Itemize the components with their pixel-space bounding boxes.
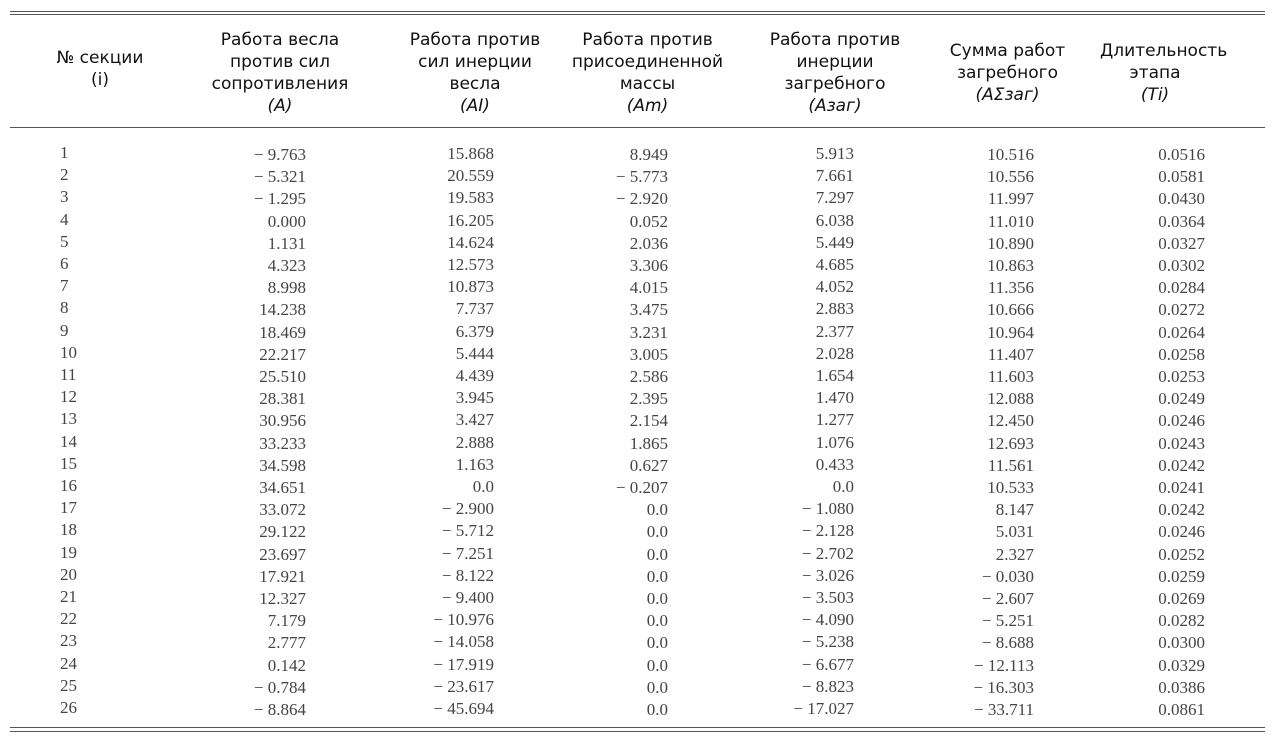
table-cell: 0.0581	[1158, 167, 1205, 187]
row-number: 23	[60, 631, 77, 651]
row-number: 3	[60, 187, 69, 207]
table-cell: 0.0284	[1158, 278, 1205, 298]
column-header-line: Работа против	[409, 30, 541, 50]
table-cell: 3.306	[629, 256, 668, 275]
column-header-line: сопротивления	[211, 74, 349, 94]
table-cell: 4.015	[629, 278, 668, 298]
row-number: 16	[60, 476, 77, 495]
row-number: 7	[60, 276, 69, 296]
table-cell: 0.0	[832, 477, 854, 496]
table-cell: 5.449	[815, 232, 854, 252]
table-cell: − 9.763	[253, 145, 306, 164]
table-cell: 10.873	[447, 277, 494, 297]
table-cell: 7.179	[267, 611, 306, 631]
table-cell: 0.0302	[1158, 256, 1205, 275]
table-cell: 0.0	[646, 544, 668, 564]
bottom-rule-2	[10, 731, 1265, 732]
table-cell: − 17.027	[793, 699, 854, 718]
column-header-symbol: (AΣзаг)	[975, 85, 1040, 105]
table-cell: 0.0	[646, 522, 668, 542]
table-cell: 0.142	[267, 655, 306, 675]
table-cell: 3.231	[629, 322, 668, 342]
row-number: 22	[60, 609, 77, 629]
table-cell: 0.0242	[1158, 455, 1205, 475]
table-cell: 5.444	[455, 343, 494, 363]
table-cell: 2.327	[995, 544, 1034, 564]
table-cell: 0.0241	[1158, 478, 1205, 497]
row-number: 8	[60, 298, 69, 318]
table-cell: 1.163	[455, 454, 494, 474]
column-header-line: № секции	[56, 48, 144, 68]
table-cell: 5.913	[815, 144, 854, 163]
table-cell: 7.661	[815, 166, 854, 186]
table-cell: 25.510	[259, 367, 306, 386]
table-cell: 11.010	[987, 211, 1034, 231]
column-header-symbol: (i)	[91, 70, 109, 90]
table-cell: 1.131	[267, 233, 306, 253]
table-cell: 29.122	[259, 522, 306, 542]
table-cell: 12.573	[447, 255, 494, 274]
table-cell: 0.0258	[1158, 344, 1205, 364]
column-header-line: против сил	[230, 52, 330, 72]
row-number: 17	[60, 498, 77, 518]
table-cell: − 1.295	[253, 189, 306, 209]
table-cell: 11.407	[987, 344, 1034, 364]
row-number: 26	[60, 698, 77, 717]
table-cell: 3.945	[455, 388, 494, 408]
table-cell: 28.381	[259, 389, 306, 409]
table-cell: 12.693	[987, 433, 1034, 453]
table-cell: 7.737	[455, 299, 494, 319]
column-header-6	[1100, 40, 1228, 106]
column-header-line: Работа против	[582, 30, 713, 50]
table-cell: 10.666	[987, 300, 1034, 320]
table-cell: 2.777	[267, 633, 306, 653]
table-cell: 7.297	[815, 188, 854, 208]
table-cell: 0.0246	[1158, 522, 1205, 542]
column-header-line: инерции	[796, 52, 874, 72]
table-cell: − 4.090	[801, 610, 854, 630]
table-cell: 3.005	[629, 344, 668, 364]
table-cell: 34.651	[259, 478, 306, 497]
table-cell: 2.395	[629, 389, 668, 409]
table-cell: 0.627	[629, 455, 668, 475]
table-cell: 0.0861	[1158, 700, 1205, 719]
table-cell: 2.883	[815, 299, 854, 319]
table-cell: − 8.688	[981, 633, 1034, 653]
table-cell: − 17.919	[433, 654, 494, 674]
table-cell: 0.0	[646, 611, 668, 631]
table-cell: 20.559	[447, 166, 494, 186]
row-number: 1	[60, 143, 69, 162]
table-cell: 11.561	[987, 455, 1034, 475]
top-rule-1	[10, 11, 1265, 12]
row-number: 14	[60, 431, 77, 451]
table-cell: 0.0249	[1158, 389, 1205, 409]
column-header-line: Сумма работ	[949, 41, 1066, 61]
table-cell: − 8.864	[253, 700, 306, 719]
table-cell: 0.0	[646, 700, 668, 719]
table-cell: 0.0243	[1158, 433, 1205, 453]
table-cell: 0.0	[646, 566, 668, 586]
column-header-line: Работа против	[769, 30, 901, 50]
column-header-line: присоединенной	[571, 52, 724, 72]
table-cell: 4.323	[267, 256, 306, 275]
table-cell: 10.863	[987, 256, 1034, 275]
table-cell: 10.890	[987, 233, 1034, 253]
table-cell: 0.433	[815, 454, 854, 474]
table-cell: 14.624	[447, 232, 494, 252]
table-cell: 0.0386	[1158, 677, 1205, 697]
table-cell: 10.516	[987, 145, 1034, 164]
column-header-line: этапа	[1129, 63, 1181, 83]
table-cell: 2.888	[455, 432, 494, 452]
table-cell: 2.154	[629, 411, 668, 431]
table-cell: 0.052	[629, 211, 668, 231]
bottom-rule-1	[10, 727, 1265, 728]
column-header-line: загребного	[957, 63, 1058, 83]
table-cell: 0.0242	[1158, 500, 1205, 520]
table-cell: − 0.207	[615, 478, 668, 497]
table-cell: 11.603	[987, 367, 1034, 386]
table-cell: 1.865	[629, 433, 668, 453]
row-number: 2	[60, 165, 69, 185]
table-cell: 3.427	[455, 410, 494, 430]
table-cell: 30.956	[259, 411, 306, 431]
table-cell: 15.868	[447, 144, 494, 163]
column-header-3	[565, 29, 730, 117]
row-number: 25	[60, 675, 77, 695]
row-number: 5	[60, 231, 69, 251]
table-cell: − 5.251	[981, 611, 1034, 631]
row-number: 19	[60, 542, 77, 562]
table-cell: 10.533	[987, 478, 1034, 497]
column-header-line: Длительность	[1100, 41, 1228, 61]
column-header-line: весла	[449, 74, 501, 94]
table-cell: 0.0329	[1158, 655, 1205, 675]
row-number: 12	[60, 387, 77, 407]
table-cell: 2.377	[815, 321, 854, 341]
table-cell: − 5.321	[253, 167, 306, 187]
table-cell: 18.469	[259, 322, 306, 342]
table-cell: − 12.113	[974, 655, 1034, 675]
column-header-4	[755, 29, 915, 117]
table-cell: 0.0	[646, 589, 668, 608]
table-cell: 4.685	[815, 255, 854, 274]
row-number: 13	[60, 409, 77, 429]
table-cell: − 2.702	[801, 543, 854, 563]
column-header-1	[195, 29, 365, 117]
table-cell: 12.088	[987, 389, 1034, 409]
table-cell: 0.0516	[1158, 145, 1205, 164]
row-number: 15	[60, 453, 77, 473]
table-cell: − 1.080	[801, 499, 854, 519]
table-cell: 22.217	[259, 344, 306, 364]
table-cell: 2.028	[815, 343, 854, 363]
table-cell: − 45.694	[433, 699, 494, 718]
top-rule-2	[10, 14, 1265, 15]
table-cell: 10.964	[987, 322, 1034, 342]
table-cell: − 5.712	[441, 521, 494, 541]
table-cell: 0.0253	[1158, 367, 1205, 386]
table-cell: − 2.900	[441, 499, 494, 519]
table-cell: 1.470	[815, 388, 854, 408]
table-cell: 2.586	[629, 367, 668, 386]
table-cell: − 8.823	[801, 676, 854, 696]
table-cell: 0.0	[646, 655, 668, 675]
table-cell: 16.205	[447, 210, 494, 230]
column-header-symbol: (AI)	[460, 96, 490, 116]
table-cell: 3.475	[629, 300, 668, 320]
table-cell: 6.379	[455, 321, 494, 341]
table-cell: − 6.677	[801, 654, 854, 674]
column-header-2	[395, 29, 555, 117]
table-cell: 0.0364	[1158, 211, 1205, 231]
row-number: 6	[60, 254, 69, 273]
table-cell: − 8.122	[441, 565, 494, 585]
table-cell: − 16.303	[973, 677, 1034, 697]
table-cell: − 7.251	[441, 543, 494, 563]
column-header-5	[935, 40, 1080, 106]
table-cell: 0.0327	[1158, 233, 1205, 253]
row-number: 4	[60, 209, 69, 229]
table-cell: 12.327	[259, 589, 306, 608]
table-cell: 12.450	[987, 411, 1034, 431]
row-number: 9	[60, 320, 69, 340]
column-header-symbol: (A)	[267, 96, 293, 116]
table-cell: 14.238	[259, 300, 306, 320]
row-number: 10	[60, 342, 77, 362]
table-cell: 0.0430	[1158, 189, 1205, 209]
table-cell: 11.356	[987, 278, 1034, 298]
table-cell: − 14.058	[433, 632, 494, 652]
table-cell: 5.031	[995, 522, 1034, 542]
table-cell: − 2.607	[981, 589, 1034, 608]
table-cell: 0.000	[267, 211, 306, 231]
table-cell: 23.697	[259, 544, 306, 564]
column-header-line: загребного	[784, 74, 886, 94]
row-number: 20	[60, 564, 77, 584]
table-cell: 8.998	[267, 278, 306, 298]
row-number: 21	[60, 587, 77, 606]
table-cell: − 10.976	[433, 610, 494, 630]
table-cell: 2.036	[629, 233, 668, 253]
table-cell: 33.233	[259, 433, 306, 453]
row-number: 24	[60, 653, 77, 673]
table-cell: 0.0	[646, 500, 668, 520]
table-cell: − 3.503	[801, 588, 854, 607]
table-cell: − 2.128	[801, 521, 854, 541]
table-cell: 0.0264	[1158, 322, 1205, 342]
table-cell: 6.038	[815, 210, 854, 230]
table-cell: − 3.026	[801, 565, 854, 585]
table-cell: 0.0282	[1158, 611, 1205, 631]
row-number: 18	[60, 520, 77, 540]
table-cell: 34.598	[259, 455, 306, 475]
column-header-0	[40, 47, 160, 91]
table-cell: 0.0272	[1158, 300, 1205, 320]
table-cell: − 5.238	[801, 632, 854, 652]
table-cell: 0.0	[472, 477, 494, 496]
table-cell: 33.072	[259, 500, 306, 520]
row-number: 11	[60, 365, 77, 384]
table-cell: 8.147	[995, 500, 1034, 520]
table-cell: 1.654	[815, 366, 854, 385]
table-cell: 0.0269	[1158, 589, 1205, 608]
header-rule	[10, 127, 1265, 128]
column-header-symbol: (Ti)	[1140, 85, 1170, 105]
table-cell: 0.0	[646, 677, 668, 697]
table-cell: 10.556	[987, 167, 1034, 187]
table-cell: − 9.400	[441, 588, 494, 607]
table-cell: 19.583	[447, 188, 494, 208]
table-cell: − 23.617	[433, 676, 494, 696]
table-cell: 17.921	[259, 566, 306, 586]
table-cell: − 33.711	[974, 700, 1034, 719]
column-header-line: массы	[619, 74, 676, 94]
table-cell: 1.277	[815, 410, 854, 430]
table-cell: − 5.773	[615, 167, 668, 187]
column-header-line: сил инерции	[418, 52, 532, 72]
table-cell: 0.0	[646, 633, 668, 653]
column-header-symbol: (Am)	[626, 96, 669, 116]
table-cell: 8.949	[629, 145, 668, 164]
table-cell: 0.0252	[1158, 544, 1205, 564]
table-cell: 4.052	[815, 277, 854, 297]
table-cell: − 2.920	[615, 189, 668, 209]
table-cell: − 0.784	[253, 677, 306, 697]
table-cell: 0.0259	[1158, 566, 1205, 586]
column-header-symbol: (Aзаг)	[808, 96, 862, 116]
table-cell: 11.997	[987, 189, 1034, 209]
table-cell: 0.0300	[1158, 633, 1205, 653]
table-cell: 4.439	[455, 366, 494, 385]
table-cell: 0.0246	[1158, 411, 1205, 431]
table-cell: − 0.030	[981, 566, 1034, 586]
column-header-line: Работа весла	[220, 30, 340, 50]
table-cell: 1.076	[815, 432, 854, 452]
